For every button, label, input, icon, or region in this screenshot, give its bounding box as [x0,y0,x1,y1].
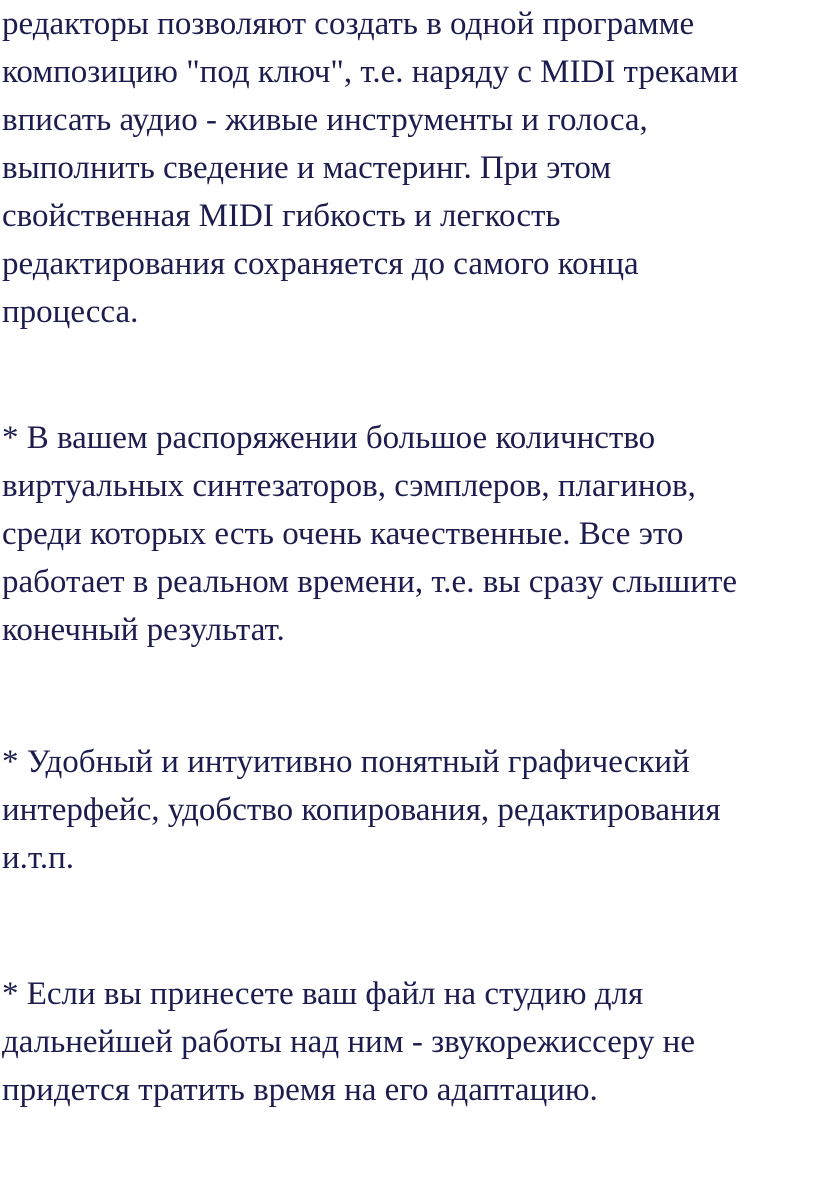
text-line: дальнейшей работы над ним - звукорежиссеру не [2,1024,695,1060]
text-line: * Если вы принесете ваш файл на студию для [2,976,644,1012]
text-line: редакторы позволяют создать в одной программе [2,6,695,42]
text-line: редактирования сохраняется до самого конца [2,246,639,282]
text-line: конечный результат. [2,612,285,648]
text-line: композицию "под ключ", т.е. наряду с MIDI треками [2,54,739,90]
text-line: виртуальных синтезаторов, сэмплеров, плагинов, [2,468,696,504]
text-line: и.т.п. [2,840,75,876]
text-line: * Удобный и интуитивно понятный графический [2,744,690,780]
text-line: работает в реальном времени, т.е. вы сразу слышите [2,564,738,600]
text-line: придется тратить время на его адаптацию. [2,1072,598,1108]
text-line: среди которых есть очень качественные. Все это [2,516,684,552]
text-line: интерфейс, удобство копирования, редактирования [2,792,721,828]
paragraph-daw-features [2,0,814,336]
paragraph-virtual-instruments [2,414,814,654]
paragraph-studio-file [2,970,814,1114]
text-line: свойственная MIDI гибкость и легкость [2,198,561,234]
text-line: * В вашем распоряжении большое количнство [2,420,656,456]
text-line: процесса. [2,294,139,330]
text-line: вписать аудио - живые инструменты и голоса, [2,102,648,138]
text-line: выполнить сведение и мастеринг. При этом [2,150,612,186]
paragraph-graphical-interface [2,738,814,882]
